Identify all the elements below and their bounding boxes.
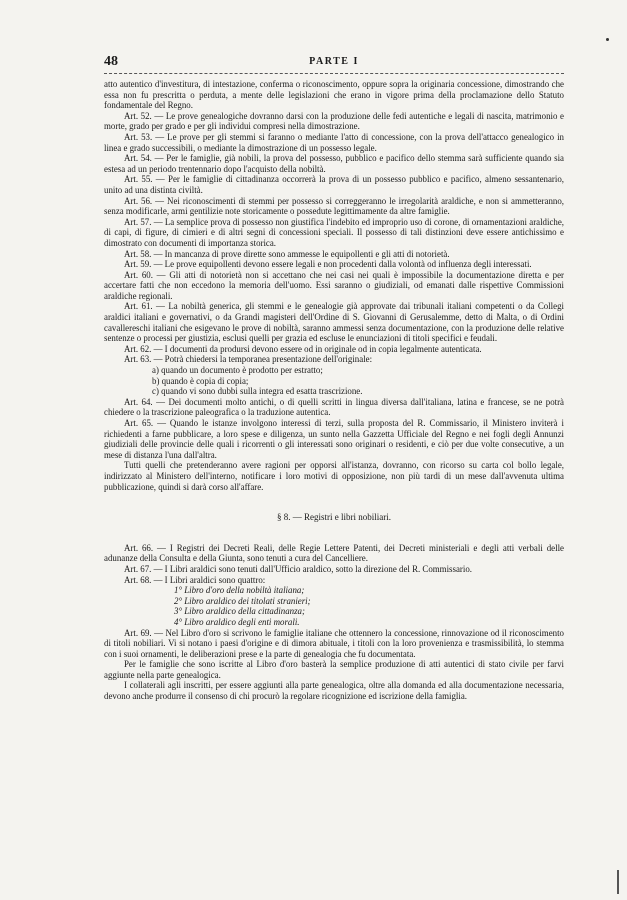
page-header <box>104 56 564 72</box>
article-63-list <box>104 365 564 397</box>
article-56: Art. 56. — Nei riconoscimenti di stemmi per possesso si correggeranno le irregolarità araldiche, e non si ammetteranno, senza modificarle, armi gentilizie note storicamente o possedute legittimamente da altre famiglie. <box>104 195 564 217</box>
article-61: Art. 61. — La nobiltà generica, gli stemmi e le genealogie già approvate dai tribunali italiani competenti o da Collegi araldici italiani e governativi, o da Grandi magisteri dell'Ordine di S. Giovanni di Gerusalemme, detto di Malta, o di Ordini cavallereschi italiani che esigevano le prove di nobiltà, saranno ammessi senza documentazione, con la produzione delle relative sentenze o processi per giustizia, esclusi quelli per grazia ed escluse le enunciazioni di titoli specifici e feudali. <box>104 301 564 344</box>
section-title: § 8. — Registri e libri nobiliari. <box>277 512 391 523</box>
article-68-list <box>104 585 564 627</box>
page-number: 48 <box>104 54 118 69</box>
list-item: b) quando è copia di copia; <box>152 375 249 386</box>
list-item: a) quando un documento è prodotto per estratto; <box>152 365 323 376</box>
article-68: Art. 68. — I Libri araldici sono quattro: <box>124 574 266 585</box>
article-55: Art. 55. — Per le famiglie di cittadinanza occorrerà la prova di un possesso pubblico e pacifico, almeno sessantenario, unito ad una distinta civiltà. <box>104 174 564 195</box>
article-64: Art. 64. — Dei documenti molto antichi, o di quelli scritti in lingua diversa dall'italiana, latina e francese, se ne potrà chiedere o la trascrizione paleografica o la traduzione autentica. <box>104 396 564 418</box>
page-speck-mark <box>606 38 609 41</box>
paragraph-libro-oro: Per le famiglie che sono iscritte al Libro d'oro basterà la semplice produzione di atti autentici di stato civile per farvi aggiunte nella parte genealogica. <box>104 659 564 680</box>
article-62: Art. 62. — I documenti da prodursi devono essere od in originale od in copia legalmente autenticata. <box>124 343 482 354</box>
page-body <box>104 79 564 702</box>
article-52: Art. 52. — Le prove genealogiche dovranno darsi con la produzione delle fedi autentiche e legali di nascita, matrimonio e morte, grado per grado e per gli individui compresi nella dimostrazione. <box>104 110 564 132</box>
list-item: 2° Libro araldico dei titolati stranieri; <box>174 595 311 606</box>
header-rule <box>104 73 564 74</box>
paragraph-opposition: Tutti quelli che pretenderanno avere ragioni per opporsi all'istanza, dovranno, con ricorso su carta col bollo legale, indirizzato al Ministero dell'interno, notificare i loro motivi di opposizione, non più tardi di un mese dall'avvenuta ultima pubblicazione, quindi si darà corso all'affare. <box>104 460 564 492</box>
article-63: Art. 63. — Potrà chiedersi la temporanea presentazione dell'originale: <box>124 354 373 365</box>
article-54: Art. 54. — Per le famiglie, già nobili, la prova del possesso, pubblico e pacifico dello stemma sarà sufficiente quando sia estesa ad un periodo trentennario dopo l'acquisto della nobiltà. <box>104 153 564 174</box>
article-69: Art. 69. — Nel Libro d'oro si scrivono le famiglie italiane che ottennero la concessione, rinnovazione od il riconoscimento di titoli nobiliari. Vi si notano i paesi d'origine e di dimora abituale, i titoli con la loro provenienza e trasmissibilità, lo stemma con i suoi ornamenti, le deliberazioni prese e la parte di genealogia che fu documentata. <box>104 627 564 659</box>
article-57: Art. 57. — La semplice prova di possesso non giustifica l'indebito ed improprio uso di corone, di ornamentazioni araldiche, di capi, di figure, di cimieri e di altri segni di concessioni speciali. Il possesso di tali distinzioni deve essere antichissimo e dimostrato con documenti di importanza storica. <box>104 216 564 248</box>
article-59: Art. 59. — Le prove equipollenti devono essere legali e non procedenti dalla volontà od influenza degli interessati. <box>124 259 532 270</box>
paragraph-collaterali: I collaterali agli inscritti, per essere aggiunti alla parte genealogica, oltre alla domanda ed alla documentazione necessaria, devono anche produrre il consenso di chi procurò la regolare ricognizione ed iscrizione della famiglia. <box>104 680 564 702</box>
list-item: 3° Libro araldico della cittadinanza; <box>174 606 305 617</box>
paragraph-continuation: atto autentico d'investitura, di intestazione, conferma o riconoscimento, oppure sopra la originaria concessione, dimostrando che essa non fu prescritta o perduta, a mente delle legislazioni che erano in vigore prima della proclamazione dello Statuto fondamentale del Regno. <box>104 79 564 111</box>
article-53: Art. 53. — Le prove per gli stemmi si faranno o mediante l'atto di concessione, con la prova dell'attacco genealogico in linea e grado successibili, o mediante la dimostrazione di un possesso legale. <box>104 131 564 153</box>
article-58: Art. 58. — In mancanza di prove dirette sono ammesse le equipollenti e gli atti di notorietà. <box>124 248 450 259</box>
list-item: 4° Libro araldico degli enti morali. <box>174 616 300 627</box>
running-head: PARTE I <box>309 56 359 67</box>
list-item: 1° Libro d'oro della nobiltà italiana; <box>174 585 305 596</box>
list-item: c) quando vi sono dubbi sulla integra ed esatta trascrizione. <box>152 386 363 397</box>
article-66: Art. 66. — I Registri dei Decreti Reali, delle Regie Lettere Patenti, dei Decreti ministeriali e degli atti verbali delle adunanze della Consulta e della Giunta, sono tenuti a cura del Cancelliere. <box>104 542 564 564</box>
article-60: Art. 60. — Gli atti di notorietà non si accettano che nei casi nei quali è impossibile la documentazione diretta e per accertare fatti che non eccedono la memoria dell'uomo. Essi saranno o giudiziali, od emanati dalle rispettive Commissioni araldiche regionali. <box>104 269 564 301</box>
article-65: Art. 65. — Quando le istanze involgono interessi di terzi, sulla proposta del R. Commissario, il Ministero inviterà i richiedenti a farne pubblicare, a loro spese e diligenza, un sunto nella Gazzetta Ufficiale del Regno e nei fogli degli Annunzi giudiziali delle provincie delle quali i ricorrenti o gli interessati sono originari o residenti, e ciò per due volte consecutive, a un mese di distanza l'una dall'altra. <box>104 418 564 460</box>
article-67: Art. 67. — I Libri araldici sono tenuti dall'Ufficio araldico, sotto la direzione del R. Commissario. <box>124 563 472 574</box>
page-edge-mark <box>617 870 619 894</box>
